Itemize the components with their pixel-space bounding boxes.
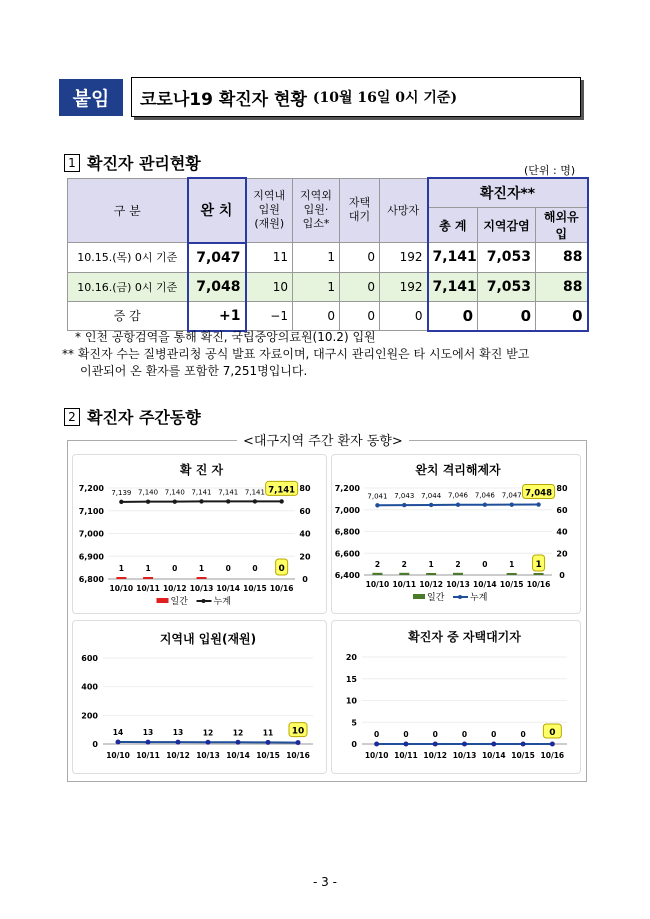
x-tick-label: 10/10 [109, 584, 134, 593]
unit-label: (단위 : 명) [524, 164, 576, 177]
x-tick-label: 10/16 [526, 580, 551, 589]
page-subtitle: (10월 16일 0시 기준) [312, 90, 458, 106]
section-number: 1 [64, 154, 80, 172]
y-tick-label: 200 [81, 711, 98, 721]
x-tick-label: 10/13 [446, 580, 470, 589]
series-point [462, 742, 467, 747]
cumulative-label: 7,140 [138, 488, 159, 497]
cumulative-label: 7,046 [447, 491, 469, 500]
y-tick-label: 7,100 [78, 506, 104, 516]
chart-home-waiting [331, 620, 581, 774]
y2-tick-label: 20 [299, 552, 311, 562]
daily-label: 1 [118, 564, 124, 573]
y-tick-label: 0 [92, 740, 98, 749]
cumulative-point [199, 499, 203, 503]
y-tick-label: 10 [345, 696, 357, 706]
chart-hospitalized-svg [73, 621, 326, 773]
th-jiyeok: 지역내 입원 (재원) [246, 178, 293, 243]
x-tick-label: 10/10 [106, 751, 130, 760]
series-label: 0 [491, 730, 497, 739]
series-label: 0 [461, 730, 468, 739]
table-row: 10.15.(목) 0시 기준 7,047 11 1 0 192 7,141 7,053 88 [68, 243, 588, 273]
th-home: 자택 대기 [340, 178, 380, 243]
cumulative-point [253, 499, 257, 503]
y2-tick-label: 40 [299, 529, 311, 539]
daily-label: 0 [225, 564, 231, 573]
x-tick-label: 10/14 [473, 580, 497, 589]
daily-bar [197, 577, 207, 579]
daily-bar [143, 577, 153, 579]
chart-recovered [331, 454, 581, 614]
daily-label: 2 [455, 560, 461, 569]
x-tick-label: 10/14 [481, 751, 506, 760]
th-overseas: 해외유입 [536, 208, 588, 243]
cumulative-point [456, 503, 460, 507]
th-gubun: 구 분 [68, 178, 188, 243]
table-row: 10.16.(금) 0시 기준 7,048 10 1 0 192 7,141 7,053 88 [68, 272, 588, 301]
note-1: * 인천 공항검역을 통해 확진, 국립중앙의료원(10.2) 입원 [75, 330, 376, 344]
y2-tick-label: 0 [302, 575, 308, 584]
y-tick-label: 0 [351, 740, 357, 749]
daily-label: 0 [172, 564, 178, 573]
chart-recovered-svg [332, 455, 580, 613]
x-tick-label: 10/15 [499, 580, 524, 589]
x-tick-label: 10/16 [269, 584, 294, 593]
y2-tick-label: 40 [556, 527, 568, 537]
x-tick-label: 10/12 [423, 751, 448, 760]
page-title-box [131, 77, 581, 117]
cumulative-label: 7,141 [218, 488, 239, 497]
table-row: 증 감 +1 −1 0 0 0 0 0 0 [68, 301, 588, 331]
cumulative-point [375, 503, 379, 507]
cumulative-point [173, 499, 177, 503]
daily-label: 1 [535, 560, 542, 570]
y-tick-label: 7,000 [334, 505, 360, 515]
legend-daily: 일간 [427, 593, 445, 603]
series-point [374, 742, 379, 747]
cumulative-point [510, 502, 514, 506]
series-label: 0 [403, 730, 409, 739]
y-tick-label: 6,800 [334, 527, 360, 537]
cumulative-point [226, 499, 230, 503]
series-point [146, 740, 151, 745]
daily-label: 2 [374, 560, 381, 569]
section1-heading [64, 151, 201, 174]
legend-cum: 누계 [213, 597, 231, 607]
note-2: ** 확진자 수는 질병관리청 공식 발표 자료이며, 대구시 관리인원은 타 시도에서 확진 받고 [62, 347, 530, 361]
daily-label: 1 [198, 564, 205, 573]
legend-cum: 누계 [470, 593, 488, 603]
th-wanchi: 완 치 [188, 178, 246, 243]
daily-bar [116, 577, 126, 579]
x-tick-label: 10/12 [162, 584, 187, 593]
legend-daily: 일간 [170, 597, 188, 607]
series-label: 0 [374, 730, 380, 739]
th-confirmed: 확진자** [428, 178, 588, 208]
daily-label: 1 [428, 560, 434, 569]
section-number: 2 [64, 408, 80, 426]
cumulative-point [483, 503, 487, 507]
series-label: 0 [520, 730, 526, 739]
section2-heading [64, 405, 201, 428]
x-tick-label: 10/14 [226, 751, 250, 760]
legend-daily-swatch [413, 594, 425, 599]
cumulative-label: 7,046 [474, 491, 495, 500]
daily-label: 0 [252, 564, 258, 573]
status-table [67, 177, 589, 332]
section-title: 확진자 주간동향 [87, 408, 201, 427]
x-tick-label: 10/13 [452, 751, 477, 760]
daily-bar [399, 573, 409, 575]
series-label: 0 [432, 730, 438, 739]
cumulative-label: 7,043 [394, 492, 415, 501]
series-point [296, 740, 301, 745]
appendix-tag: 붙임 [59, 79, 123, 116]
x-tick-label: 10/10 [364, 751, 389, 760]
chart-title: 지역내 입원(재원) [159, 632, 257, 646]
th-outer: 지역외 입원· 입소* [293, 178, 340, 243]
series-point [403, 742, 408, 747]
y-tick-label: 15 [345, 674, 357, 684]
cumulative-point [429, 503, 433, 507]
x-tick-label: 10/11 [392, 580, 417, 589]
th-death: 사망자 [380, 178, 428, 243]
cumulative-point [119, 500, 123, 504]
cumulative-point [536, 502, 540, 506]
series-point [433, 742, 438, 747]
y2-tick-label: 0 [559, 571, 565, 580]
x-tick-label: 10/10 [365, 580, 390, 589]
x-tick-label: 10/12 [166, 751, 190, 760]
series-label: 12 [202, 728, 214, 738]
chart-home-waiting-svg [332, 621, 580, 773]
legend-cum-marker [458, 595, 462, 599]
daily-bar [507, 573, 517, 575]
page-number: - 3 - [313, 875, 337, 889]
chart-hospitalized [72, 620, 327, 774]
y-tick-label: 7,200 [78, 484, 104, 493]
cumulative-label: 7,048 [525, 488, 553, 499]
daily-bar [453, 573, 463, 575]
series-label: 13 [172, 728, 184, 738]
cumulative-label: 7,140 [164, 488, 185, 497]
cumulative-label: 7,041 [367, 492, 388, 501]
y2-tick-label: 20 [556, 549, 568, 559]
cumulative-point [279, 499, 283, 503]
chart-title: 완치 격리해제자 [415, 463, 501, 477]
x-tick-label: 10/14 [216, 584, 241, 593]
daily-bar [534, 573, 544, 575]
series-label: 14 [112, 727, 124, 737]
y-tick-label: 600 [81, 654, 98, 663]
x-tick-label: 10/11 [136, 751, 160, 760]
daily-bar [426, 573, 436, 575]
x-tick-label: 10/15 [511, 751, 535, 760]
x-tick-label: 10/15 [243, 584, 267, 593]
y-tick-label: 400 [81, 682, 98, 692]
series-point [521, 742, 526, 747]
x-tick-label: 10/15 [256, 751, 280, 760]
chart-title: 확 진 자 [179, 463, 224, 477]
series-label: 0 [549, 728, 556, 738]
cumulative-label: 7,141 [191, 488, 212, 497]
cumulative-point [146, 499, 150, 503]
y2-tick-label: 80 [299, 484, 311, 493]
y-tick-label: 20 [345, 653, 357, 662]
daily-label: 0 [482, 560, 488, 569]
note-3: 이관되어 온 환자를 포함한 7,251명입니다. [80, 364, 308, 378]
series-point [491, 742, 496, 747]
daily-label: 2 [401, 560, 407, 569]
cumulative-label: 7,141 [244, 488, 265, 497]
daily-label: 0 [278, 564, 285, 574]
series-point [206, 740, 211, 745]
daily-label: 1 [145, 564, 151, 573]
daily-label: 1 [509, 560, 515, 569]
chart-confirmed-svg [73, 455, 326, 613]
th-local: 지역감염 [478, 208, 536, 243]
y2-tick-label: 80 [556, 484, 568, 493]
daily-bar [372, 573, 382, 575]
y-tick-label: 7,000 [78, 529, 104, 539]
series-label: 11 [262, 728, 274, 738]
y-tick-label: 6,600 [334, 549, 360, 559]
legend-cum-marker [202, 599, 206, 603]
series-point [116, 739, 121, 744]
x-tick-label: 10/16 [286, 751, 310, 760]
legend-daily-swatch [157, 598, 169, 603]
series-point [550, 742, 555, 747]
charts-panel-title: <대구지역 주간 환자 동향> [237, 430, 409, 449]
chart-title: 확진자 중 자택대기자 [408, 630, 521, 644]
th-total: 총 계 [428, 208, 478, 243]
y-tick-label: 7,200 [334, 484, 360, 493]
x-tick-label: 10/11 [394, 751, 418, 760]
y-tick-label: 6,800 [78, 575, 104, 584]
y-tick-label: 6,400 [334, 571, 360, 580]
series-point [266, 740, 271, 745]
x-tick-label: 10/13 [196, 751, 220, 760]
y2-tick-label: 60 [556, 505, 568, 515]
chart-confirmed [72, 454, 327, 614]
section-title: 확진자 관리현황 [87, 154, 201, 173]
y2-tick-label: 60 [299, 506, 311, 516]
y-tick-label: 6,900 [78, 552, 104, 562]
x-tick-label: 10/11 [136, 584, 160, 593]
cumulative-point [402, 503, 406, 507]
cumulative-label: 7,044 [421, 491, 442, 500]
series-point [176, 740, 181, 745]
series-label: 10 [291, 726, 305, 737]
cumulative-label: 7,047 [501, 491, 522, 500]
page-title: 코로나19 확진자 현황 [140, 89, 307, 110]
series-label: 12 [232, 728, 244, 738]
series-label: 13 [142, 728, 154, 738]
x-tick-label: 10/16 [540, 751, 565, 760]
x-tick-label: 10/13 [189, 584, 214, 593]
x-tick-label: 10/12 [419, 580, 443, 589]
series-point [236, 740, 241, 745]
cumulative-label: 7,139 [111, 488, 132, 497]
cumulative-label: 7,141 [268, 485, 296, 496]
y-tick-label: 5 [351, 718, 357, 728]
